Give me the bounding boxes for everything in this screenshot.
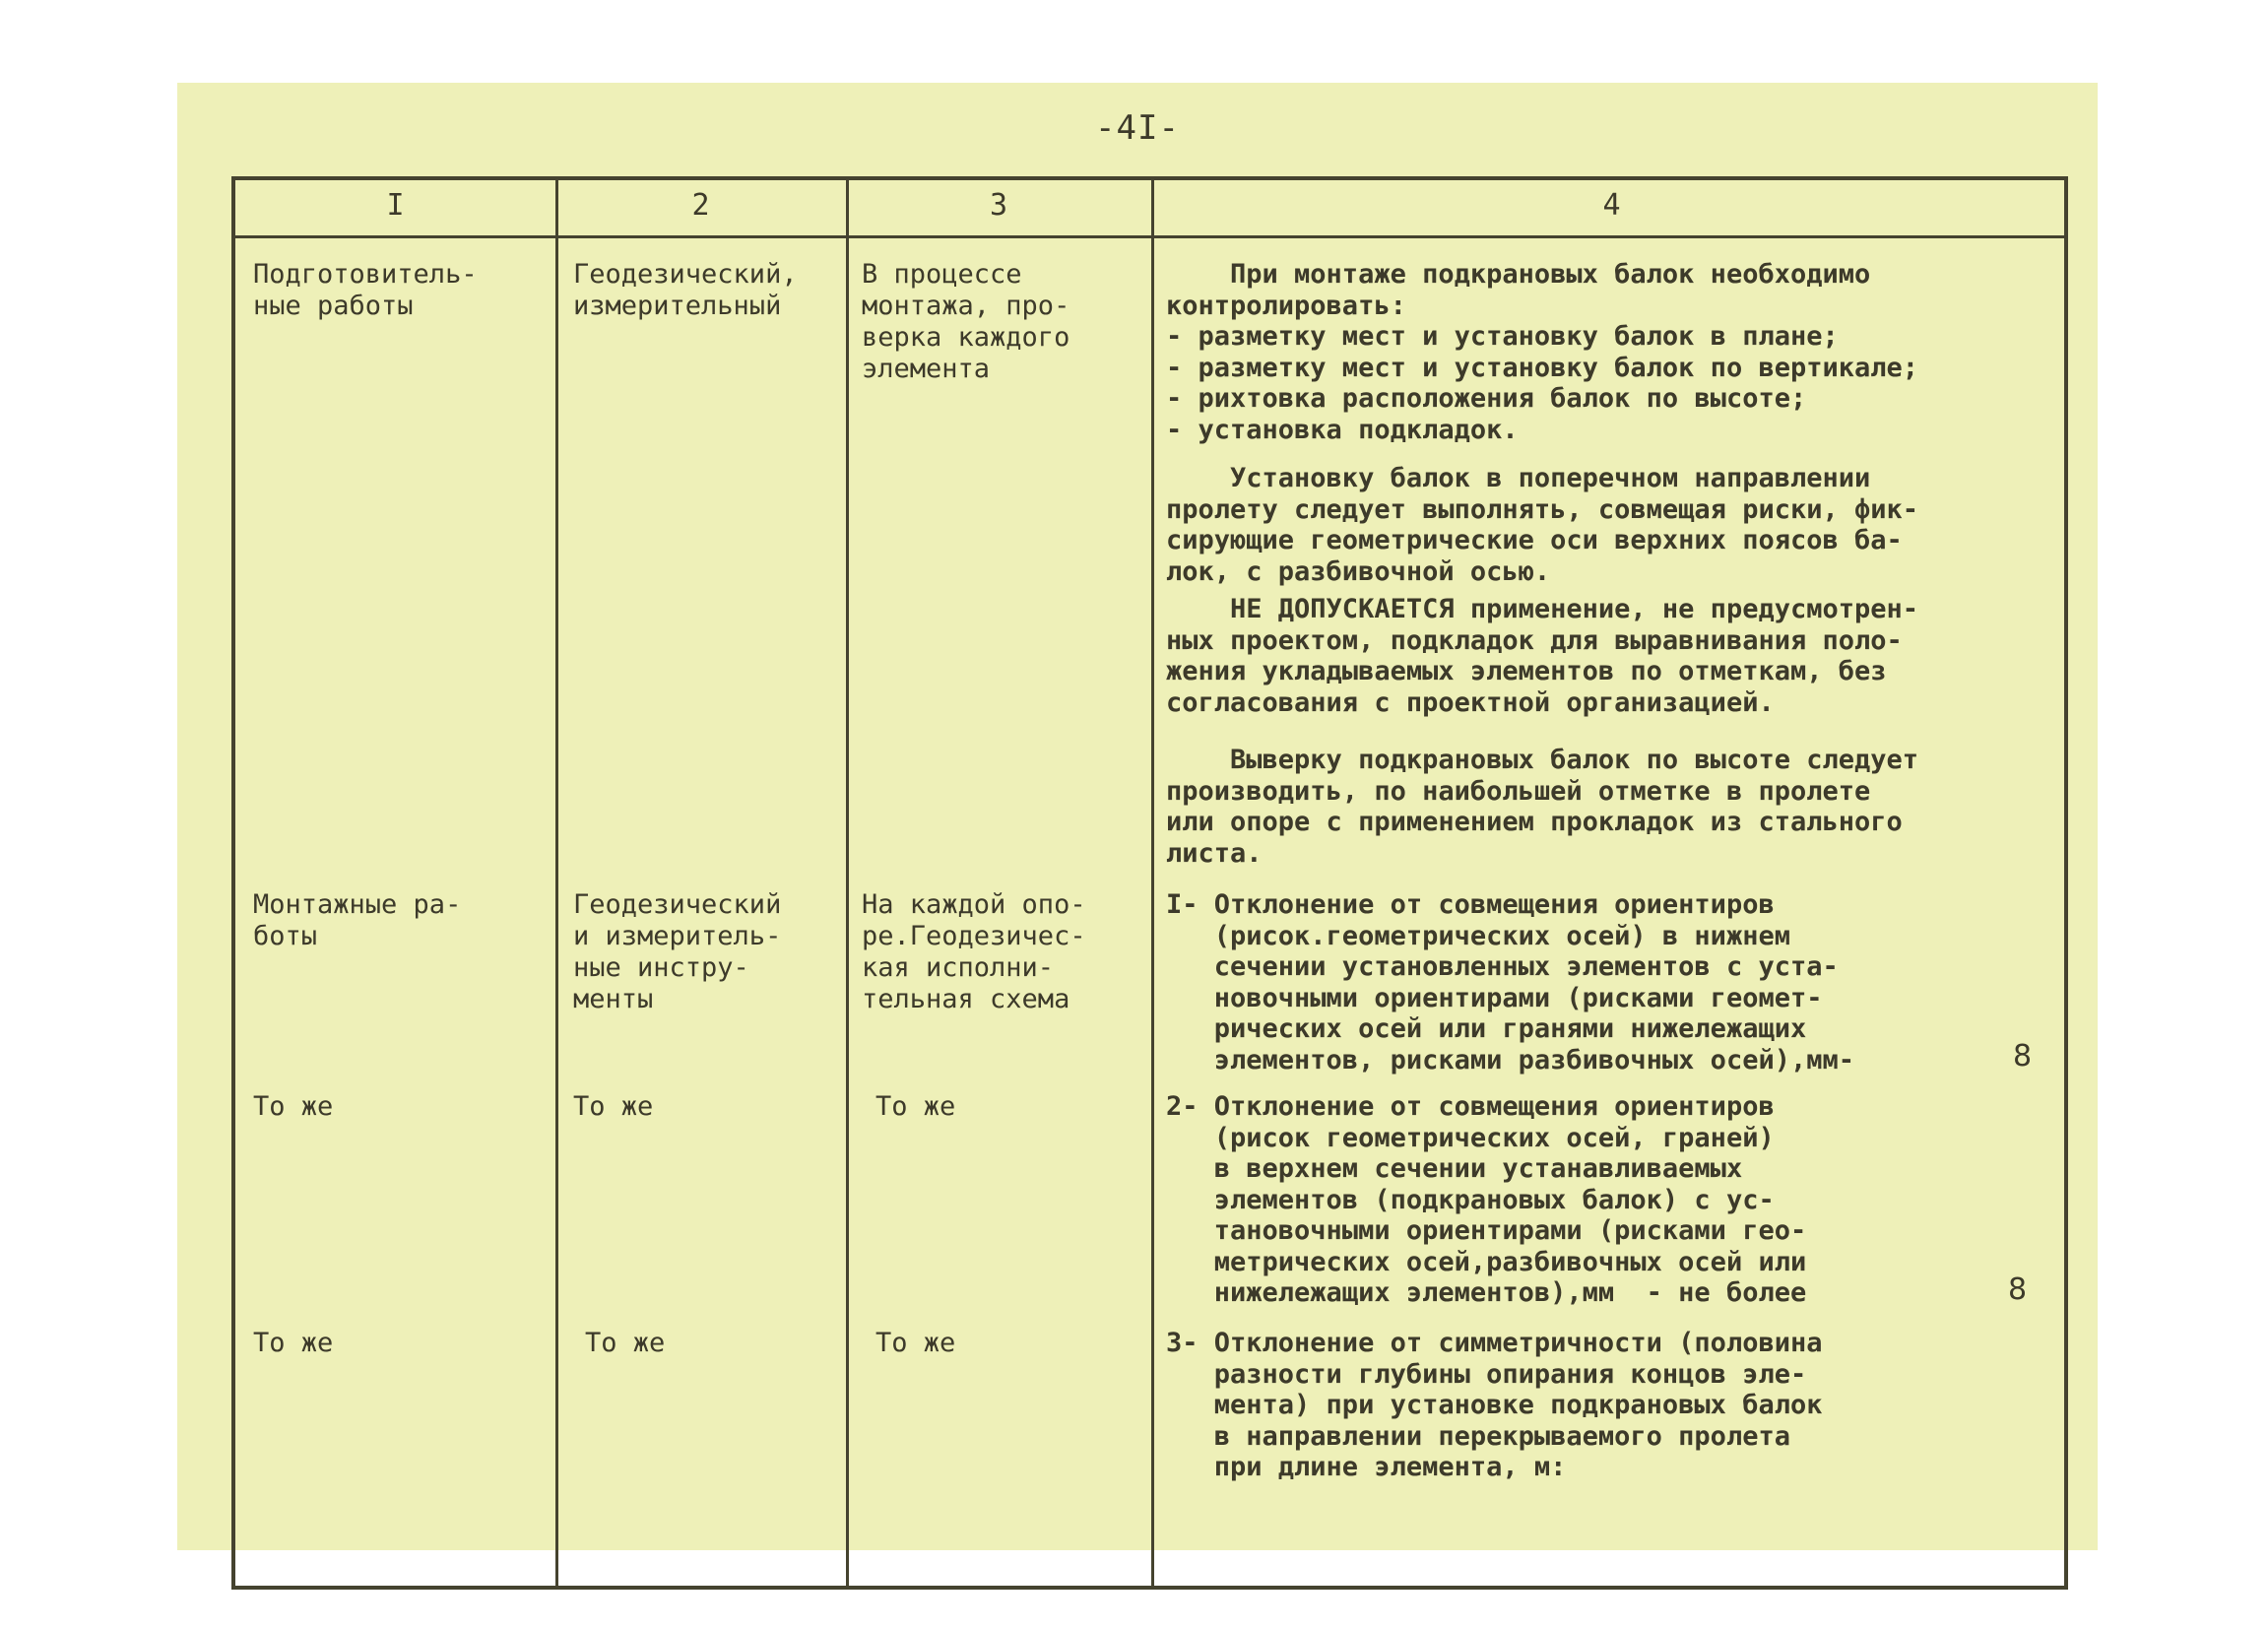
row2-work-type: Монтажные ра- боты xyxy=(253,889,462,951)
row3-control-timing: То же xyxy=(875,1091,956,1122)
column-divider-3 xyxy=(1151,180,1154,1586)
row1-requirements-para-1: При монтаже подкрановых балок необходимо контролировать: - разметку мест и установку балок в плане; - разметку мест и установку балок по вертикале; - рихтовка расположения балок по высоте; - установка подкладок. xyxy=(1166,259,1919,445)
row1-control-method: Геодезический, измерительный xyxy=(573,259,798,321)
column-divider-2 xyxy=(846,180,849,1586)
row2-control-method: Геодезический и измеритель- ные инстру- менты xyxy=(573,889,782,1014)
header-col-1: I xyxy=(386,188,405,223)
row1-control-timing: В процессе монтажа, про- верка каждого элемента xyxy=(862,259,1070,384)
document-sheet xyxy=(177,83,2098,1550)
row3-work-type: То же xyxy=(253,1091,334,1122)
row2-requirement: I- Отклонение от совмещения ориентиров (рисок.геометрических осей) в нижнем сечении установленных элементов с уста- новочными ориентирами (рисками геомет- рических осей или гранями нижележащих элементов, рисками разбивочных осей),мм- xyxy=(1166,889,1854,1075)
row3-control-method: То же xyxy=(573,1091,654,1122)
header-col-4: 4 xyxy=(1602,188,1621,223)
row4-requirement: 3- Отклонение от симметричности (половина разности глубины опирания концов эле- мента) при установке подкрановых балок в направлении перекрываемого пролета при длине элемента, м: xyxy=(1166,1328,1823,1482)
row4-control-method: То же xyxy=(585,1328,666,1358)
row3-tolerance-value: 8 xyxy=(2008,1272,2028,1307)
row1-requirements-para-3: НЕ ДОПУСКАЕТСЯ применение, не предусмотрен- ных проектом, подкладок для выравнивания поло- жения укладываемых элементов по отметкам, без согласования с проектной организацией. xyxy=(1166,594,1919,718)
row2-control-timing: На каждой опо- ре.Геодезичес- кая исполни- тельная схема xyxy=(862,889,1086,1014)
row4-control-timing: То же xyxy=(875,1328,956,1358)
row1-requirements-para-4: Выверку подкрановых балок по высоте следует производить, по наибольшей отметке в пролете или опоре с применением прокладок из стального листа. xyxy=(1166,745,1919,869)
row1-requirements-para-2: Установку балок в поперечном направлении пролету следует выполнять, совмещая риски, фик- сирующие геометрические оси верхних поясов ба- лок, с разбивочной осью. xyxy=(1166,463,1919,587)
header-col-3: 3 xyxy=(989,188,1008,223)
header-divider xyxy=(235,235,2064,238)
row1-work-type: Подготовитель- ные работы xyxy=(253,259,478,321)
page-number: -4I- xyxy=(1095,108,1180,148)
row3-requirement: 2- Отклонение от совмещения ориентиров (рисок геометрических осей, граней) в верхнем сечении устанавливаемых элементов (подкрановых балок) с ус- тановочными ориентирами (рисками гео- метрических осей,разбивочных осей или нижележащих элементов),мм - не более xyxy=(1166,1091,1807,1308)
header-col-2: 2 xyxy=(691,188,710,223)
row4-work-type: То же xyxy=(253,1328,334,1358)
inspection-table xyxy=(231,176,2068,1590)
column-divider-1 xyxy=(555,180,558,1586)
row2-tolerance-value: 8 xyxy=(2013,1039,2033,1074)
